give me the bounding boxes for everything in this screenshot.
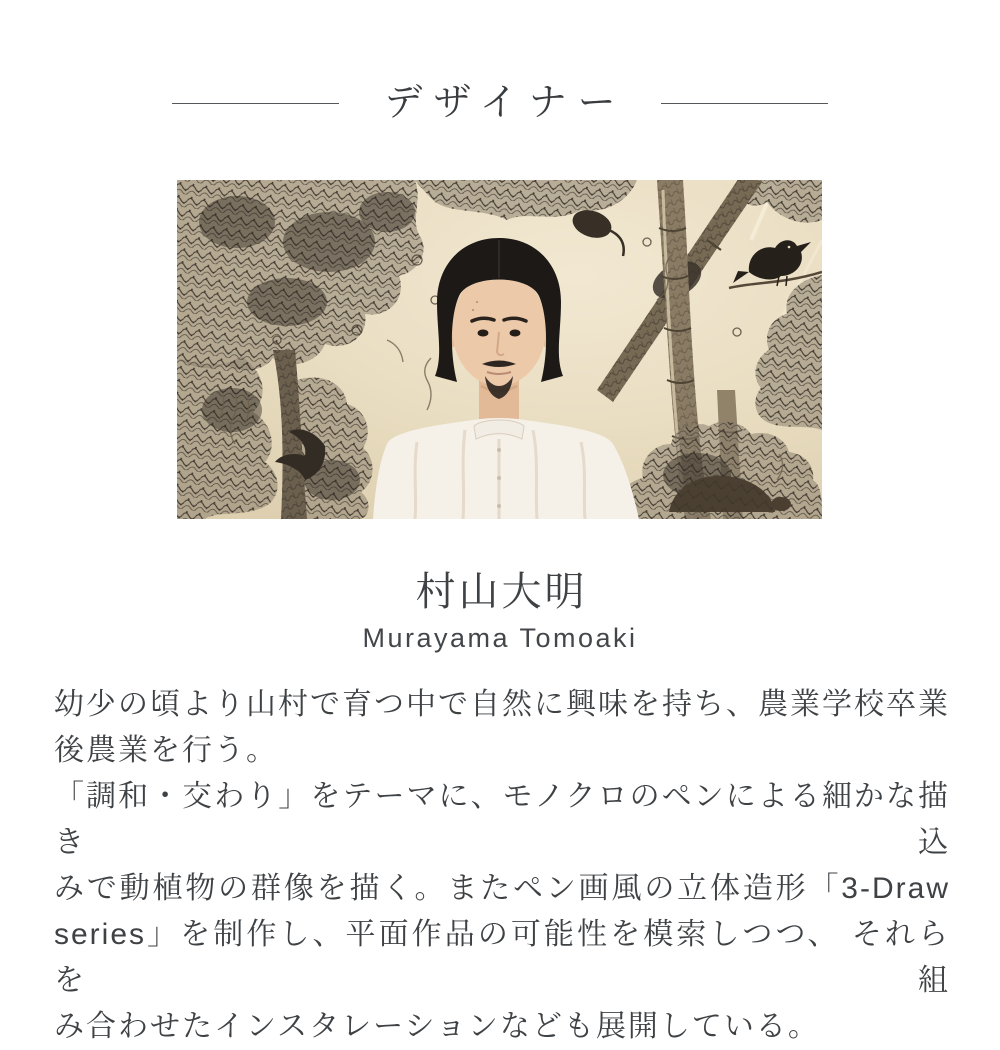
bio-line: み合わせたインスタレーションなども展開している。 — [54, 1010, 820, 1043]
name-block — [0, 568, 1000, 654]
bio-paragraph-2 — [54, 774, 950, 1050]
bio-line: 幼少の頃より山村で育つ中で自然に興味を持ち、農業学校卒業 — [54, 688, 950, 721]
bio-paragraph-1 — [54, 682, 950, 774]
section-header — [0, 82, 1000, 124]
designer-photo — [177, 180, 822, 519]
designer-name-japanese: 村山大明 — [415, 570, 588, 614]
bio-line: 「調和・交わり」をテーマに、モノクロのペンによる細かな描き込 — [54, 780, 950, 859]
designer-name-romaji: Murayama Tomoaki — [362, 623, 638, 653]
designer-photo-illustration — [177, 180, 822, 519]
biography — [54, 682, 950, 1050]
bio-line: みで動植物の群像を描く。またペン画風の立体造形「3-Draw — [54, 872, 950, 905]
section-title: デザイナー — [384, 82, 627, 124]
left-rule — [172, 103, 339, 104]
bio-line: series」を制作し、平面作品の可能性を模索しつつ、 それらを組 — [54, 918, 950, 997]
bio-line: 後農業を行う。 — [54, 734, 278, 767]
right-rule — [661, 103, 828, 104]
